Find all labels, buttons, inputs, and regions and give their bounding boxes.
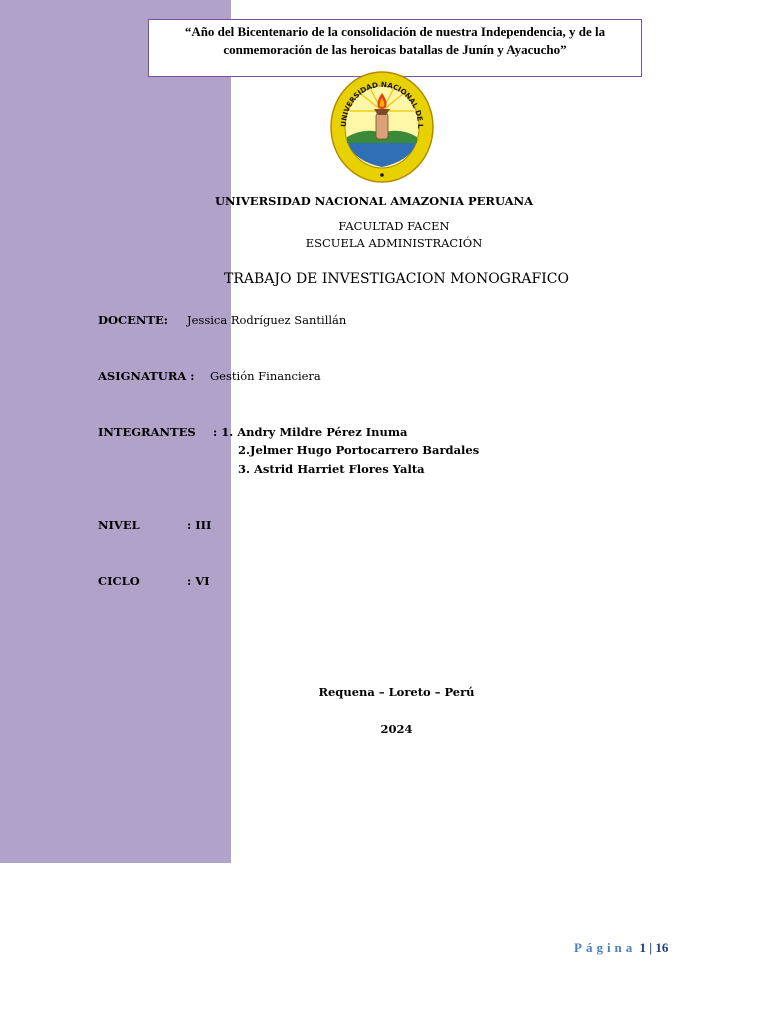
logo-ring-text: UNIVERSIDAD NACIONAL DE L bbox=[338, 79, 426, 129]
nivel-value: : III bbox=[187, 518, 212, 532]
integrantes-label: INTEGRANTES bbox=[98, 425, 196, 439]
docente-value: Jessica Rodríguez Santillán bbox=[187, 313, 347, 327]
document-title: TRABAJO DE INVESTIGACION MONOGRAFICO bbox=[224, 271, 569, 287]
page-current: 1 bbox=[639, 940, 647, 955]
docente-label: DOCENTE: bbox=[98, 313, 168, 327]
ciclo-value: : VI bbox=[187, 574, 210, 588]
page-footer bbox=[574, 940, 668, 956]
year: 2024 bbox=[380, 722, 413, 736]
nivel-label: NIVEL bbox=[98, 518, 140, 532]
university-logo bbox=[330, 71, 434, 183]
page-word: Página bbox=[574, 940, 637, 955]
integrante-2: 2.Jelmer Hugo Portocarrero Bardales bbox=[238, 443, 480, 457]
faculty-name: FACULTAD FACEN bbox=[338, 219, 450, 233]
page-total: 16 bbox=[655, 940, 669, 955]
quote-line-2: conmemoración de las heroicas batallas de Junín y Ayacucho” bbox=[223, 42, 567, 57]
page-separator: | bbox=[649, 940, 653, 955]
header-quote-box bbox=[148, 19, 642, 77]
university-name: UNIVERSIDAD NACIONAL AMAZONIA PERUANA bbox=[214, 194, 534, 208]
ciclo-label: CICLO bbox=[98, 574, 140, 588]
integrante-1: : 1. Andry Mildre Pérez Inuma bbox=[213, 425, 408, 439]
school-name: ESCUELA ADMINISTRACIÓN bbox=[305, 236, 483, 250]
asignatura-label: ASIGNATURA : bbox=[98, 369, 195, 383]
quote-line-1: “Año del Bicentenario de la consolidación de nuestra Independencia, y de la bbox=[184, 24, 606, 39]
location: Requena – Loreto – Perú bbox=[318, 685, 475, 699]
integrante-3: 3. Astrid Harriet Flores Yalta bbox=[238, 462, 425, 476]
asignatura-value: Gestión Financiera bbox=[210, 369, 321, 383]
